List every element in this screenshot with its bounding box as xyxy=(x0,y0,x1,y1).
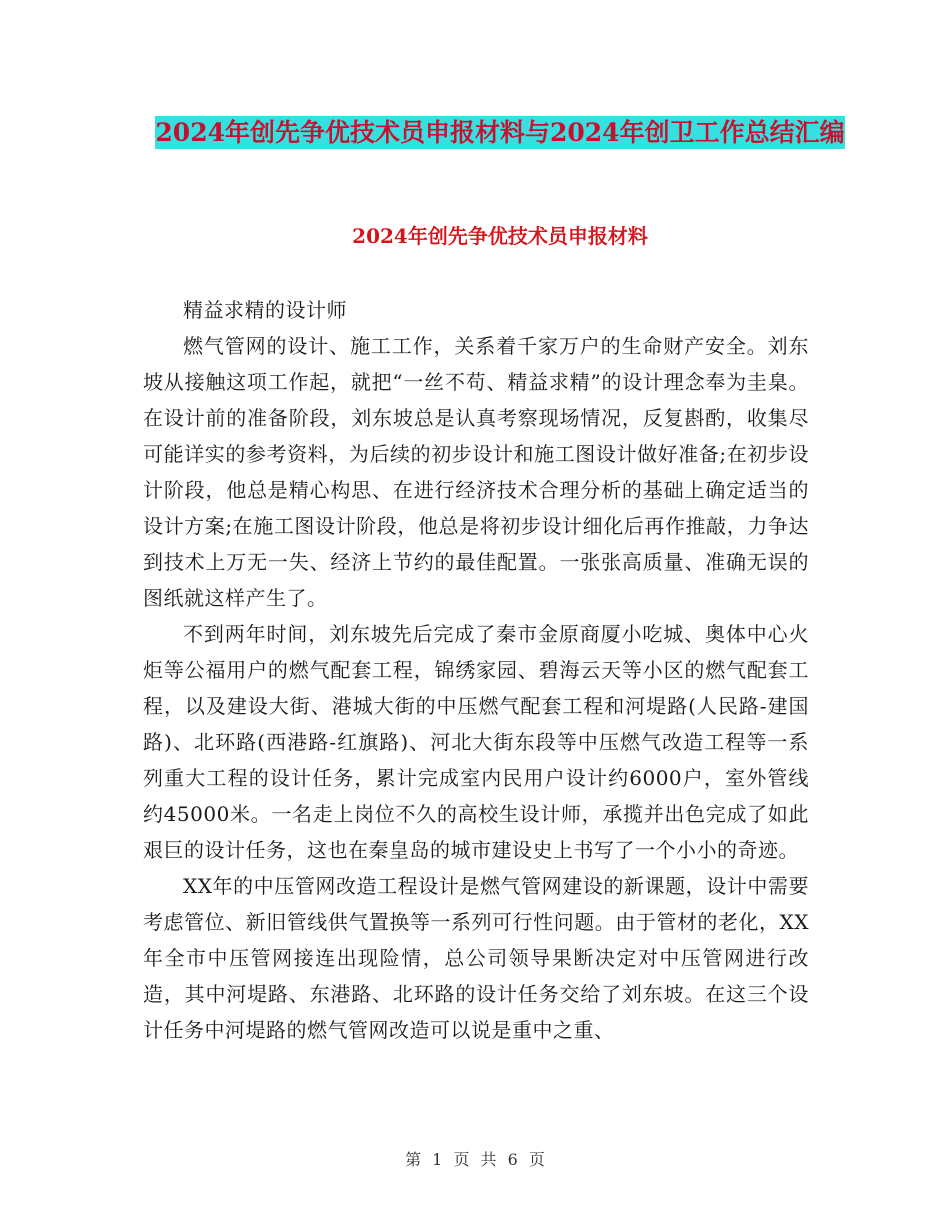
document-body xyxy=(143,292,809,1048)
body-paragraph: 燃气管网的设计、施工工作，关系着千家万户的生命财产安全。刘东坡从接触这项工作起，就把“一丝不苟、精益求精”的设计理念奉为圭臬。在设计前的准备阶段，刘东坡总是认真考察现场情况，反复斟酌，收集尽可能详实的参考资料，为后续的初步设计和施工图设计做好准备;在初步设计阶段，他总是精心构思、在进行经济技术合理分析的基础上确定适当的设计方案;在施工图设计阶段，他总是将初步设计细化后再作推敲，力争达到技术上万无一失、经济上节约的最佳配置。一张张高质量、准确无误的图纸就这样产生了。 xyxy=(143,334,809,610)
body-paragraph: XX年的中压管网改造工程设计是燃气管网建设的新课题，设计中需要考虑管位、新旧管线供气置换等一系列可行性问题。由于管材的老化，XX年全市中压管网接连出现险情，总公司领导果断决定对中压管网进行改造，其中河堤路、东港路、北环路的设计任务交给了刘东坡。在这三个设计任务中河堤路的燃气管网改造可以说是重中之重、 xyxy=(143,874,809,1042)
main-title-text: 2024年创先争优技术员申报材料与2024年创卫工作总结汇编 xyxy=(155,118,845,147)
document-main-title xyxy=(120,110,880,156)
section-title: 2024年创先争优技术员申报材料 xyxy=(352,224,648,248)
page-footer: 第 1 页 共 6 页 xyxy=(405,1150,545,1169)
body-paragraph: 不到两年时间，刘东坡先后完成了秦市金原商厦小吃城、奥体中心火炬等公福用户的燃气配套工程，锦绣家园、碧海云天等小区的燃气配套工程，以及建设大街、港城大街的中压燃气配套工程和河堤路(人民路-建国路)、北环路(西港路-红旗路)、河北大街东段等中压燃气改造工程等一系列重大工程的设计任务，累计完成室内民用户设计约6000户，室外管线约45000米。一名走上岗位不久的高校生设计师，承揽并出色完成了如此艰巨的设计任务，这也在秦皇岛的城市建设史上书写了一个小小的奇迹。 xyxy=(143,622,809,862)
body-paragraph-subtitle: 精益求精的设计师 xyxy=(183,298,347,322)
